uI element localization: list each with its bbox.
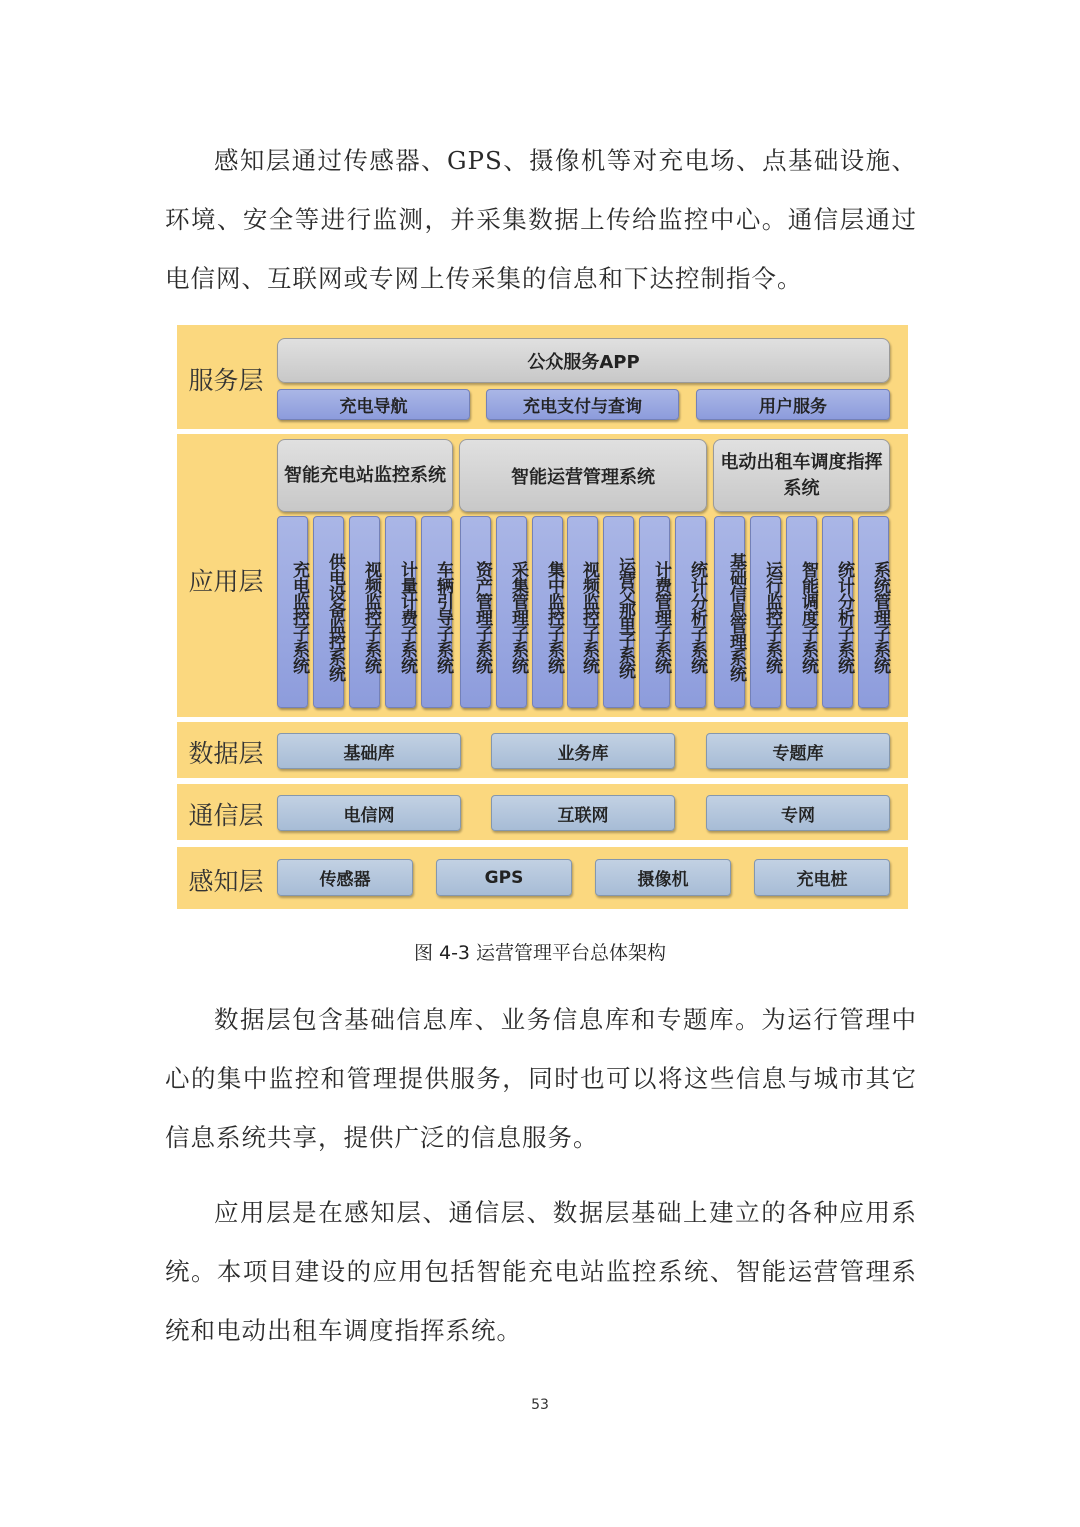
sensing-device-box: 摄像机 [595,859,731,896]
subsystem-box: 资产管理子系统 [460,516,491,708]
subsystem-box: 智能调度子系统 [786,516,817,708]
subsystem-box: 车辆引导子系统 [421,516,452,708]
sensing-device-box: 充电桩 [754,859,890,896]
group-title-charging-monitor: 智能充电站监控系统 [277,439,453,512]
page-number: 53 [531,1397,549,1413]
subsystem-box: 集中监控子系统 [532,516,563,708]
network-box: 互联网 [491,795,675,831]
paragraph-2: 数据层包含基础信息库、业务信息库和专题库。为运行管理中心的集中监控和管理提供服务，同时也可以将这些信息与城市其它信息系统共享，提供广泛的信息服务。 [165,1005,917,1152]
figure-caption: 图 4-3 运营管理平台总体架构 [413,942,667,964]
service-layer [177,325,908,429]
group-title-taxi-dispatch: 电动出租车调度指挥系统 [713,439,890,512]
data-store-box: 专题库 [706,733,890,769]
paragraph-3: 应用层是在感知层、通信层、数据层基础上建立的各种应用系统。本项目建设的应用包括智能充电站监控系统、智能运营管理系统和电动出租车调度指挥系统。 [165,1198,917,1345]
sensing-layer [177,847,908,909]
sensing-device-box: 传感器 [277,859,413,896]
service-item: 充电导航 [277,389,470,420]
public-app-box: 公众服务APP [277,338,890,383]
application-layer [177,434,908,717]
architecture-figure [177,325,908,910]
data-layer [177,722,908,778]
subsystem-box: 运行监控子系统 [750,516,781,708]
communication-layer [177,784,908,840]
data-layer-label: 数据层 [188,739,264,768]
subsystem-box: 视频监控子系统 [567,516,598,708]
subsystem-box: 视频监控子系统 [349,516,380,708]
communication-layer-label: 通信层 [188,801,264,830]
sensing-layer-label: 感知层 [188,867,264,896]
service-item: 用户服务 [696,389,890,420]
subsystem-box: 运营父那里子系统 [603,516,634,708]
data-store-box: 基础库 [277,733,461,769]
service-item: 充电支付与查询 [486,389,679,420]
service-layer-label: 服务层 [188,366,264,395]
subsystem-box: 系统管理子系统 [858,516,889,708]
group-title-operation-management: 智能运营管理系统 [459,439,707,512]
application-layer-label: 应用层 [188,567,264,596]
subsystem-box: 供电设备监控系统 [313,516,344,708]
sensing-device-box: GPS [436,859,572,896]
subsystem-box: 采集管理子系统 [496,516,527,708]
network-box: 电信网 [277,795,461,831]
subsystem-box: 计费管理子系统 [639,516,670,708]
subsystem-box: 基础信息管理系统 [714,516,745,708]
subsystem-box: 计量计费子系统 [385,516,416,708]
paragraph-1: 感知层通过传感器、GPS、摄像机等对充电场、点基础设施、环境、安全等进行监测，并采集数据上传给监控中心。通信层通过电信网、互联网或专网上传采集的信息和下达控制指令。 [165,146,917,293]
data-store-box: 业务库 [491,733,675,769]
subsystem-box: 统计分析子系统 [675,516,706,708]
network-box: 专网 [706,795,890,831]
subsystem-box: 充电监控子系统 [277,516,308,708]
subsystem-box: 统计分析子系统 [822,516,853,708]
